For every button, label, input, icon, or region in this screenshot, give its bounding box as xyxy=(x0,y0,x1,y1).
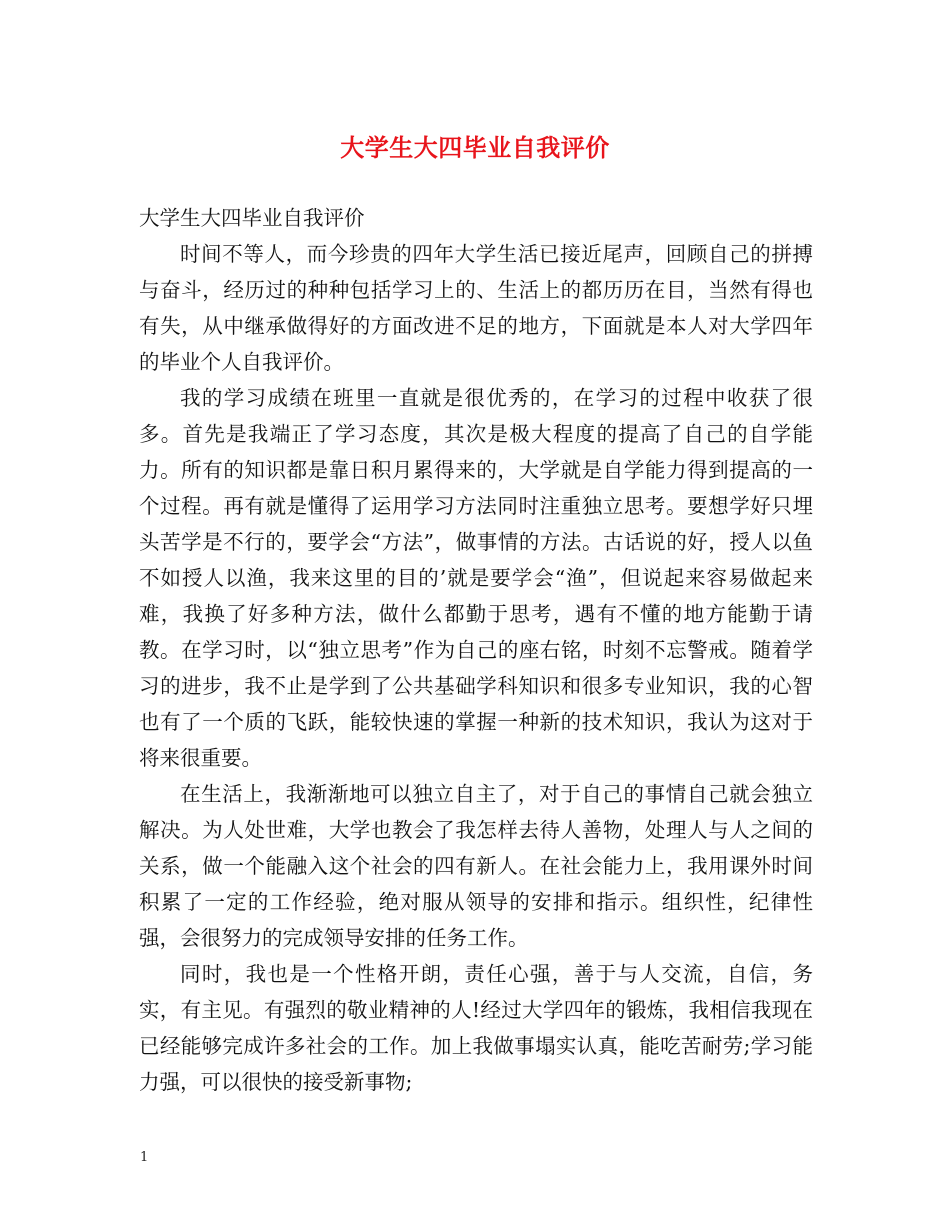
document-body xyxy=(139,200,813,1100)
page-number: 1 xyxy=(140,1150,149,1165)
paragraph-study: 我的学习成绩在班里一直就是很优秀的，在学习的过程中收获了很多。首先是我端正了学习态度，其次是极大程度的提高了自己的自学能力。所有的知识都是靠日积月累得来的，大学就是自学能力得到提高的一个过程。再有就是懂得了运用学习方法同时注重独立思考。要想学好只埋头苦学是不行的，要学会“方法”，做事情的方法。古话说的好，授人以鱼不如授人以渔，我来这里的目的’就是要学会“渔”，但说起来容易做起来难，我换了好多种方法，做什么都勤于思考，遇有不懂的地方能勤于请教。在学习时，以“独立思考”作为自己的座右铭，时刻不忘警戒。随着学习的进步，我不止是学到了公共基础学科知识和很多专业知识，我的心智也有了一个质的飞跃，能较快速的掌握一种新的技术知识，我认为这对于将来很重要。 xyxy=(139,386,813,770)
document-subtitle: 大学生大四毕业自我评价 xyxy=(139,206,365,230)
paragraph-intro: 时间不等人，而今珍贵的四年大学生活已接近尾声，回顾自己的拼搏与奋斗，经历过的种种包括学习上的、生活上的都历历在目，当然有得也有失，从中继承做得好的方面改进不足的地方，下面就是本人对大学四年的毕业个人自我评价。 xyxy=(139,242,813,374)
paragraph-life: 在生活上，我渐渐地可以独立自主了，对于自己的事情自己就会独立解决。为人处世难，大学也教会了我怎样去待人善物，处理人与人之间的关系，做一个能融入这个社会的四有新人。在社会能力上，我用课外时间积累了一定的工作经验，绝对服从领导的安排和指示。组织性，纪律性强，会很努力的完成领导安排的任务工作。 xyxy=(139,782,813,950)
paragraph-personality: 同时，我也是一个性格开朗，责任心强，善于与人交流，自信，务实，有主见。有强烈的敬业精神的人!经过大学四年的锻炼，我相信我现在已经能够完成许多社会的工作。加上我做事塌实认真，能吃苦耐劳;学习能力强，可以很快的接受新事物; xyxy=(139,962,813,1094)
document-title: 大学生大四毕业自我评价 xyxy=(340,133,610,162)
